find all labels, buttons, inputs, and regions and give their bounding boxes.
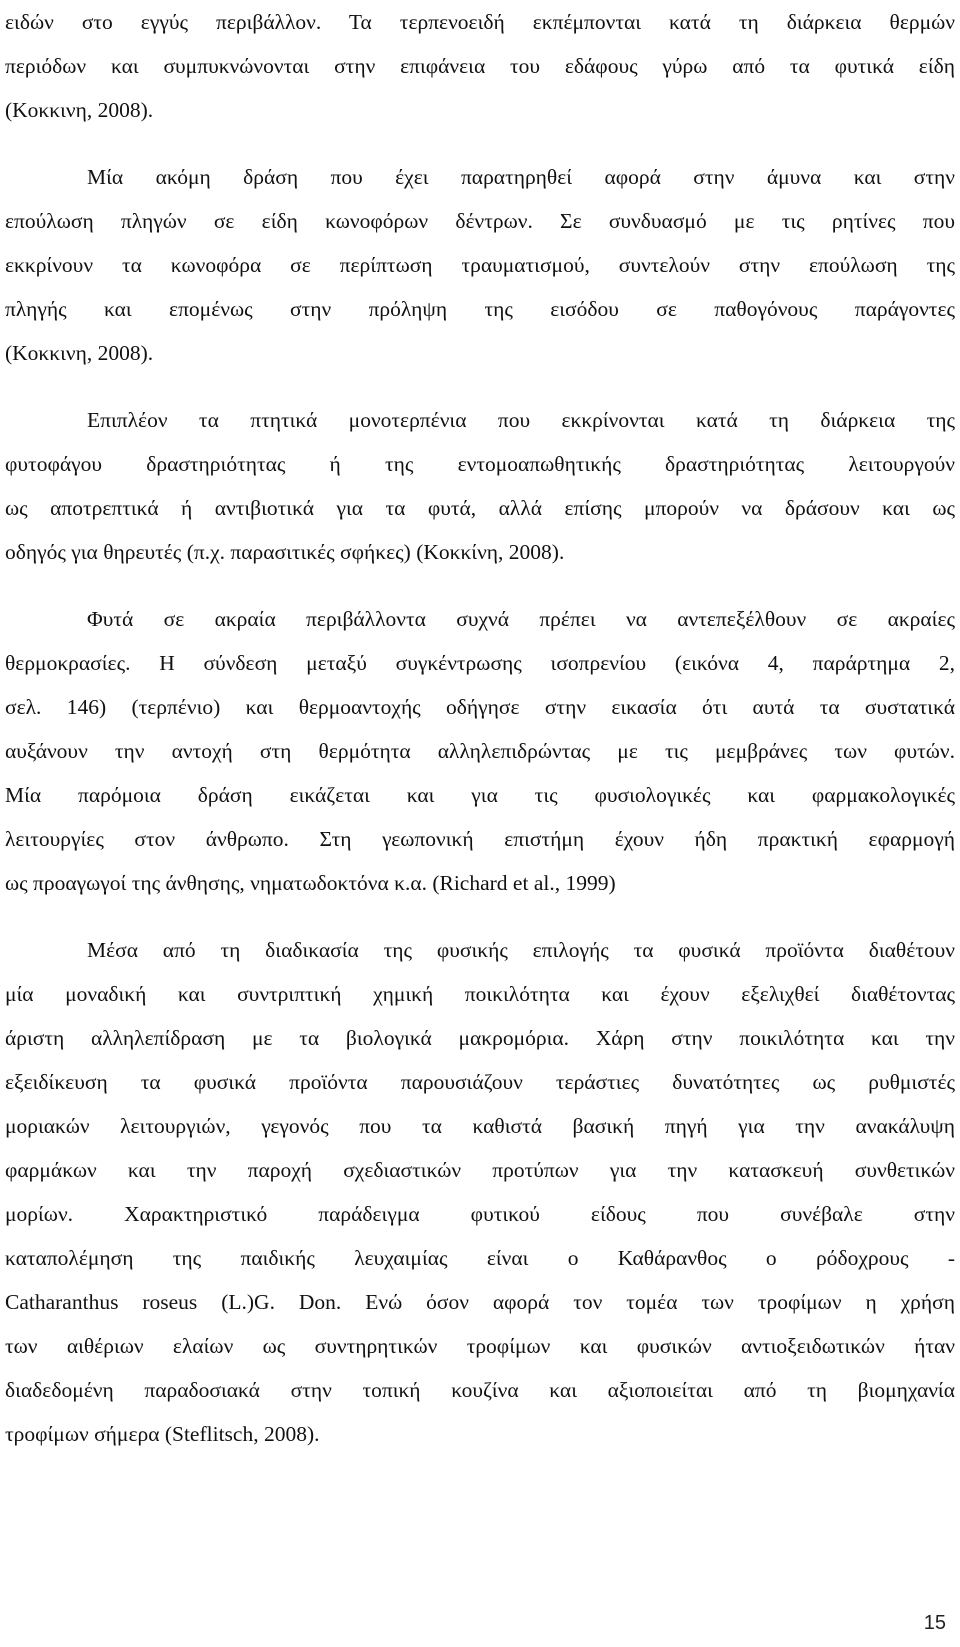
paragraph-4-line-6: λειτουργίες στον άνθρωπο. Στη γεωπονική επιστήμη έχουν ήδη πρακτική εφαρμογή — [5, 827, 955, 851]
paragraph-gap — [5, 375, 955, 398]
paragraph-5-line-10: των αιθέριων ελαίων ως συντηρητικών τροφίμων και φυσικών αντιοξειδωτικών ήταν — [5, 1334, 955, 1358]
paragraph-4-line-1: Φυτά σε ακραία περιβάλλοντα συχνά πρέπει να αντεπεξέλθουν σε ακραίες — [87, 607, 955, 631]
paragraph-5-line-3: άριστη αλληλεπίδραση με τα βιολογικά μακρομόρια. Χάρη στην ποικιλότητα και την — [5, 1026, 955, 1050]
paragraph-5-line-11: διαδεδομένη παραδοσιακά στην τοπική κουζίνα και αξιοποιείται από τη βιομηχανία — [5, 1378, 955, 1402]
paragraph-3-line-4: οδηγός για θηρευτές (π.χ. παρασιτικές σφήκες) (Κοκκίνη, 2008). — [5, 540, 565, 564]
paragraph-4-line-5: Μία παρόμοια δράση εικάζεται και για τις φυσιολογικές και φαρμακολογικές — [5, 783, 955, 807]
paragraph-1-line-2: περιόδων και συμπυκνώνονται στην επιφάνεια του εδάφους γύρω από τα φυτικά είδη — [5, 54, 955, 78]
paragraph-5-line-2: μία μοναδική και συντριπτική χημική ποικιλότητα και έχουν εξελιχθεί διαθέτοντας — [5, 982, 955, 1006]
paragraph-5-line-12: τροφίμων σήμερα (Steflitsch, 2008). — [5, 1422, 320, 1446]
paragraph-1-line-1: ειδών στο εγγύς περιβάλλον. Τα τερπενοειδή εκπέμπονται κατά τη διάρκεια θερμών — [5, 10, 955, 34]
paragraph-5-line-6: φαρμάκων και την παροχή σχεδιαστικών προτύπων για την κατασκευή συνθετικών — [5, 1158, 955, 1182]
paragraph-3-line-3: ως αποτρεπτικά ή αντιβιοτικά για τα φυτά, αλλά επίσης μπορούν να δράσουν και ως — [5, 496, 955, 520]
paragraph-5-line-5: μοριακών λειτουργιών, γεγονός που τα καθιστά βασική πηγή για την ανακάλυψη — [5, 1114, 955, 1138]
paragraph-2-line-4: πληγής και επομένως στην πρόληψη της εισόδου σε παθογόνους παράγοντες — [5, 297, 955, 321]
paragraph-gap — [5, 132, 955, 155]
paragraph-2-line-2: επούλωση πληγών σε είδη κωνοφόρων δέντρων. Σε συνδυασμό με τις ρητίνες που — [5, 209, 955, 233]
page-number: 15 — [923, 1612, 946, 1634]
paragraph-2-line-5: (Κοκκινη, 2008). — [5, 341, 154, 365]
paragraph-4-line-4: αυξάνουν την αντοχή στη θερμότητα αλληλεπιδρώντας με τις μεμβράνες των φυτών. — [5, 739, 955, 763]
paragraph-2-line-3: εκκρίνουν τα κωνοφόρα σε περίπτωση τραυματισμού, συντελούν στην επούλωση της — [5, 253, 955, 277]
paragraph-4-line-3: σελ. 146) (τερπένιο) και θερμοαντοχής οδήγησε στην εικασία ότι αυτά τα συστατικά — [5, 695, 955, 719]
paragraph-3-line-1: Επιπλέον τα πτητικά μονοτερπένια που εκκρίνονται κατά τη διάρκεια της — [87, 408, 955, 432]
paragraph-4-line-2: θερμοκρασίες. Η σύνδεση μεταξύ συγκέντρωσης ισοπρενίου (εικόνα 4, παράρτημα 2, — [5, 651, 955, 675]
paragraph-4-line-7: ως προαγωγοί της άνθησης, νηματωδοκτόνα κ.α. (Richard et al., 1999) — [5, 871, 616, 895]
paragraph-5-line-4: εξειδίκευση τα φυσικά προϊόντα παρουσιάζουν τεράστιες δυνατότητες ως ρυθμιστές — [5, 1070, 955, 1094]
paragraph-2-line-1: Μία ακόμη δράση που έχει παρατηρηθεί αφορά στην άμυνα και στην — [87, 165, 955, 189]
paragraph-5-line-9: Catharanthus roseus (L.)G. Don. Ενώ όσον αφορά τον τομέα των τροφίμων η χρήση — [5, 1290, 955, 1314]
paragraph-gap — [5, 574, 955, 597]
paragraph-1-line-3: (Κοκκινη, 2008). — [5, 98, 154, 122]
paragraph-5-line-1: Μέσα από τη διαδικασία της φυσικής επιλογής τα φυσικά προϊόντα διαθέτουν — [87, 938, 955, 962]
paragraph-3-line-2: φυτοφάγου δραστηριότητας ή της εντομοαπωθητικής δραστηριότητας λειτουργούν — [5, 452, 955, 476]
paragraph-gap — [5, 905, 955, 928]
paragraph-5-line-7: μορίων. Χαρακτηριστικό παράδειγμα φυτικού είδους που συνέβαλε στην — [5, 1202, 955, 1226]
body-text — [5, 0, 955, 1456]
paragraph-5-line-8: καταπολέμηση της παιδικής λευχαιμίας είναι ο Καθάρανθος ο ρόδοχρους - — [5, 1246, 955, 1270]
